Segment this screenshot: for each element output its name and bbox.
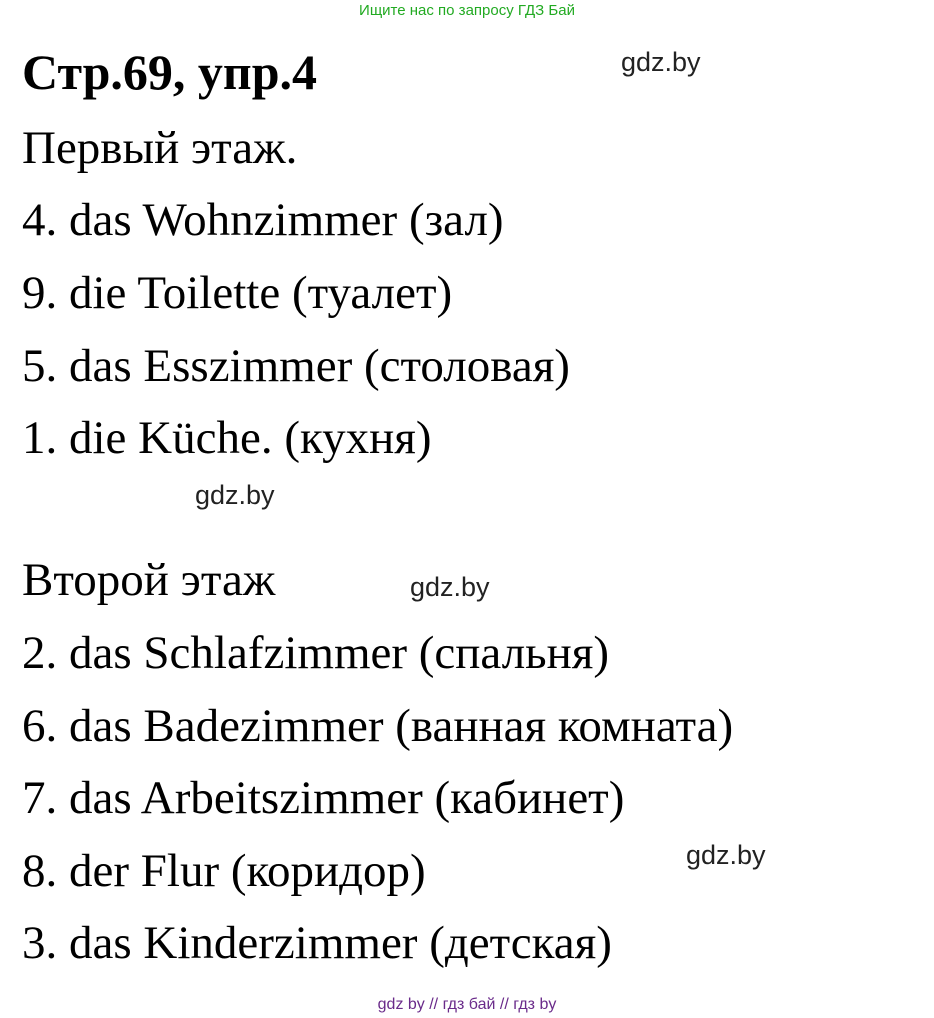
list-item: 8. der Flur (коридор) (22, 845, 426, 897)
watermark: gdz.by (195, 480, 275, 510)
watermark: gdz.by (621, 47, 701, 77)
list-item: 5. das Esszimmer (столовая) (22, 340, 570, 392)
list-item: 4. das Wohnzimmer (зал) (22, 194, 504, 246)
floor2-heading: Второй этаж (22, 554, 276, 606)
list-item: 3. das Kinderzimmer (детская) (22, 917, 612, 969)
list-item: 1. die Küche. (кухня) (22, 412, 432, 464)
list-item: 9. die Toilette (туалет) (22, 267, 453, 319)
watermark: gdz.by (410, 572, 490, 602)
list-item: 2. das Schlafzimmer (спальня) (22, 627, 610, 679)
list-item: 6. das Badezimmer (ванная комната) (22, 700, 734, 752)
top-banner: Ищите нас по запросу ГДЗ Бай (359, 2, 575, 19)
watermark: gdz.by (686, 840, 766, 870)
list-item: 7. das Arbeitszimmer (кабинет) (22, 772, 625, 824)
page-title: Стр.69, упр.4 (22, 44, 318, 100)
floor1-heading: Первый этаж. (22, 122, 298, 174)
footer: gdz by // гдз бай // гдз by (377, 996, 557, 1013)
